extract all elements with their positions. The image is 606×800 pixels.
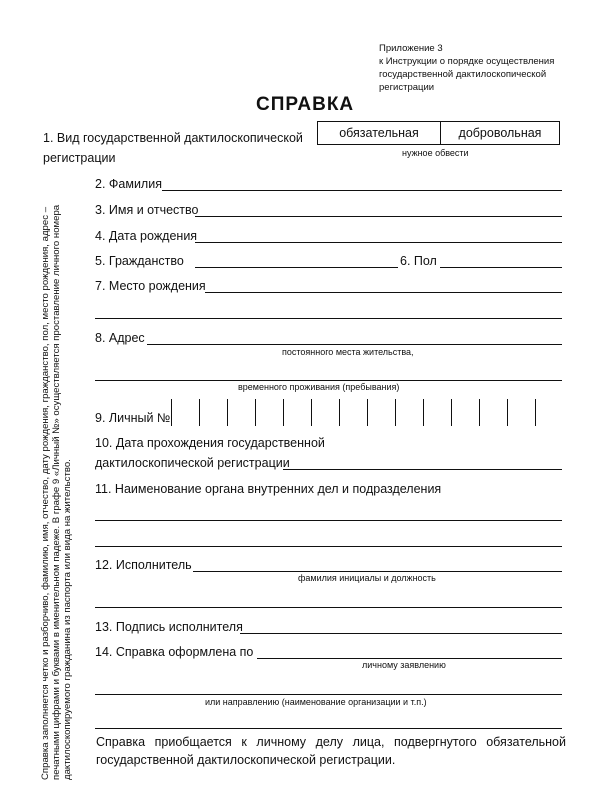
document-title: СПРАВКА [256,94,355,115]
field-9-label: 9. Личный № [95,411,171,425]
appendix-line: к Инструкции о порядке осуществления [379,56,555,67]
personal-number-cell[interactable] [423,399,424,426]
personal-number-cell[interactable] [479,399,480,426]
personal-number-cell[interactable] [535,399,536,426]
field-5-label: 5. Гражданство [95,254,184,268]
field-1-label: 1. Вид государственной дактилоскопической [43,131,303,145]
personal-number-cell[interactable] [451,399,452,426]
birth-place-line-2[interactable] [95,318,562,319]
appendix-note [379,42,599,94]
field-6-label: 6. Пол [400,254,437,268]
executor-line[interactable] [193,571,562,572]
side-note-line: печатными цифрами и буквами в именительном падеже. В графе 9 «Личный №» осуществляется проставление личного номера [51,204,62,780]
field-4-label: 4. Дата рождения [95,229,198,243]
personal-number-cell[interactable] [507,399,508,426]
department-line-2[interactable] [95,546,562,547]
field-11-label: 11. Наименование органа внутренних дел и подразделения [95,482,442,496]
field-14-label: 14. Справка оформлена по [95,645,254,659]
basis-line-2[interactable] [95,694,562,695]
address-temporary-line[interactable] [95,380,562,381]
name-patronymic-line[interactable] [195,216,562,217]
personal-number-cell[interactable] [171,399,172,426]
registration-date-line[interactable] [283,469,562,470]
department-line-1[interactable] [95,520,562,521]
address-permanent-line[interactable] [147,344,562,345]
field-12-label: 12. Исполнитель [95,558,192,572]
field-13-label: 13. Подпись исполнителя [95,620,243,634]
field-7-label: 7. Место рождения [95,279,206,293]
side-note-line: дактилоскопируемого гражданина из паспорта или вида на жительство. [62,459,73,780]
personal-number-cell[interactable] [227,399,228,426]
side-note-line: Справка заполняется четко и разборчиво, фамилию, имя, отчество, дату рождения, гражданство, пол, место рождения, адрес – [40,206,51,780]
basis-hint-referral: или направлению (наименование организации и т.п.) [205,697,427,707]
footer-divider [95,728,562,729]
address-hint-temporary: временного проживания (пребывания) [238,382,400,392]
field-3-label: 3. Имя и отчество [95,203,199,217]
option-mandatory[interactable]: обязательная [317,121,441,145]
personal-number-cell[interactable] [283,399,284,426]
citizenship-line[interactable] [195,267,398,268]
footer-note: Справка приобщается к личному делу лица, подвергнутого обязательной государственной дактилоскопической регистрации. [96,735,566,767]
field-10-label: 10. Дата прохождения государственной [95,436,325,450]
field-1-label-cont: регистрации [43,151,116,165]
personal-number-cell[interactable] [255,399,256,426]
personal-number-cell[interactable] [311,399,312,426]
basis-hint-application: личному заявлению [362,660,446,670]
appendix-line: государственной дактилоскопической [379,69,547,80]
field-2-label: 2. Фамилия [95,177,162,191]
executor-hint: фамилия инициалы и должность [298,573,436,583]
personal-number-cell[interactable] [395,399,396,426]
personal-number-cell[interactable] [339,399,340,426]
personal-number-cell[interactable] [199,399,200,426]
personal-number-cell[interactable] [367,399,368,426]
appendix-line: Приложение 3 [379,43,443,54]
option-voluntary[interactable]: добровольная [440,121,560,145]
birth-date-line[interactable] [195,242,562,243]
basis-line[interactable] [257,658,562,659]
appendix-line: регистрации [379,82,435,93]
surname-line[interactable] [162,190,562,191]
sex-line[interactable] [440,267,562,268]
address-hint-permanent: постоянного места жительства, [282,347,414,357]
field-10-label-cont: дактилоскопической регистрации [95,456,290,470]
side-instructions [40,180,73,780]
field-8-label: 8. Адрес [95,331,145,345]
executor-line-2[interactable] [95,607,562,608]
signature-line[interactable] [240,633,562,634]
birth-place-line[interactable] [205,292,562,293]
choice-hint: нужное обвести [402,148,469,158]
